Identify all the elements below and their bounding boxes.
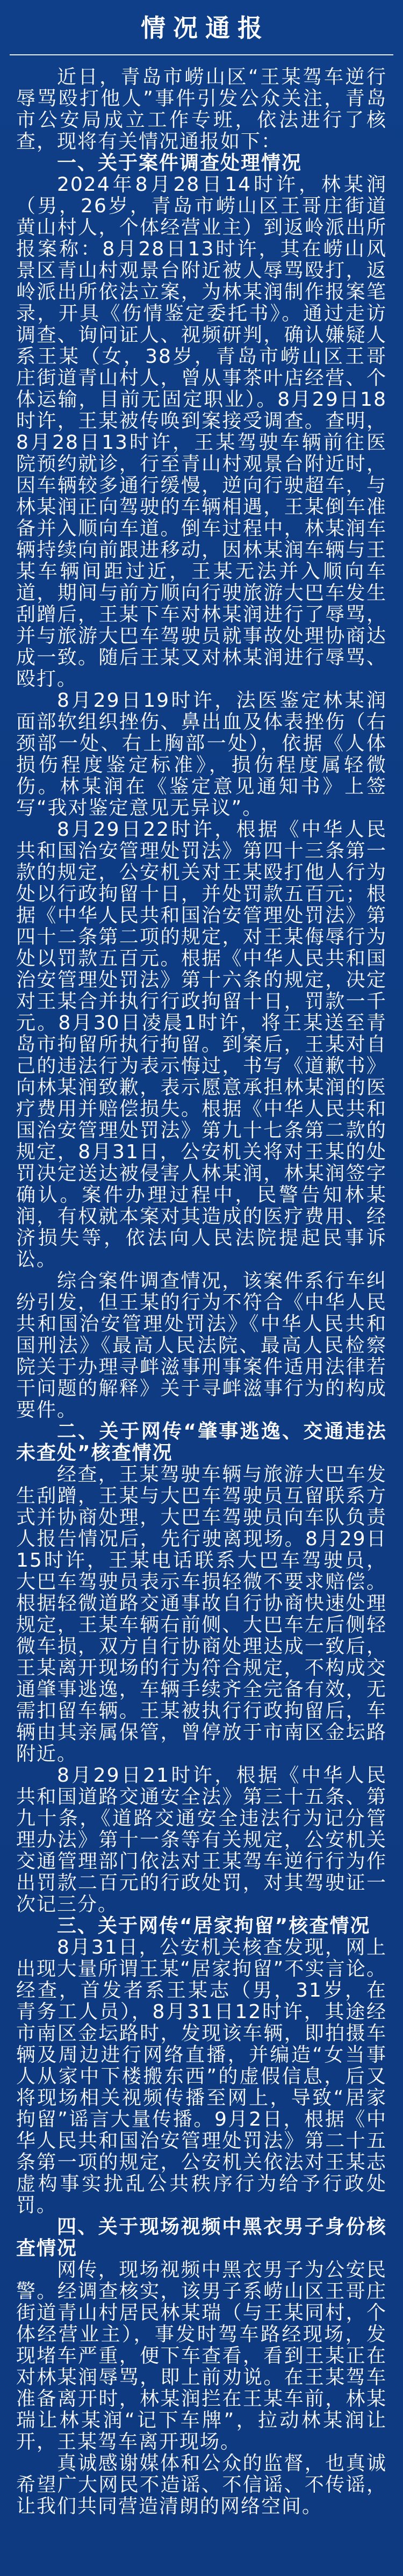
section-heading: 三、关于网传“居家拘留”核查情况 bbox=[57, 1915, 371, 1937]
closing-paragraph: 真诚感谢媒体和公众的监督，也真诚希望广大网民不造谣、不信谣、不传谣，让我们共同营造清朗的网络空间。 bbox=[16, 2452, 387, 2517]
body-paragraph: 2024年8月28日14时许，林某润（男，26岁，青岛市崂山区王哥庄街道黄山村人，个体经营业主）到返岭派出所报案称：8月28日13时许，其在崂山风景区青山村观景台附近被人辱骂殴打，返岭派出所依法立案，为林某润制作报案笔录，开具《伤情鉴定委托书》。通过走访调查、询问证人、视频研判，确认嫌疑人系王某（女，38岁，青岛市崂山区王哥庄街道青山村人，曾从事茶叶店经营、个体运输，目前无固定职业）。8月29日18时许，王某被传唤到案接受调查。查明，8月28日13时许，王某驾驶车辆前往医院预约就诊，行至青山村观景台附近时，因车辆较多通行缓慢，逆向行驶超车，与林某润正向驾驶的车辆相遇，王某倒车准备并入顺向车道。倒车过程中，林某润车辆持续向前跟进移动，因林某润车辆与王某车辆间距过近，王某无法并入顺向车道，期间与前方顺向行驶旅游大巴车发生刮蹭后，王某下车对林某润进行了辱骂，并与旅游大巴车驾驶员就事故处理协商达成一致。随后王某又对林某润进行辱骂、殴打。 bbox=[16, 174, 387, 690]
notice-body bbox=[16, 67, 387, 2517]
notice-title: 情况通报 bbox=[141, 13, 270, 42]
body-paragraph: 8月29日19时许，法医鉴定林某润面部软组织挫伤、鼻出血及体表挫伤（右颈部一处、右上胸部一处），依据《人体损伤程度鉴定标准》，损伤程度属轻微伤。林某润在《鉴定意见通知书》上签写“我对鉴定意见无异议”。 bbox=[16, 690, 387, 819]
body-paragraph: 8月29日21时许，根据《中华人民共和国道路交通安全法》第三十五条、第九十条，《道路交通安全违法行为记分管理办法》第十一条等有关规定，公安机关交通管理部门依法对王某驾车逆行行为作出罚款二百元的行政处罚，对其驾驶证一次记三分。 bbox=[16, 1764, 387, 1915]
section-man-in-black-identity bbox=[16, 2216, 387, 2453]
intro-paragraph: 近日，青岛市崂山区“王某驾车逆行辱骂殴打他人”事件引发公众关注，青岛市公安局成立工作专班，依法进行了核查，现将有关情况通报如下： bbox=[16, 66, 387, 153]
section-case-investigation bbox=[16, 153, 387, 1421]
body-paragraph: 经查，王某驾驶车辆与旅游大巴车发生刮蹭，王某与大巴车驾驶员互留联系方式并协商处理，大巴车驾驶员向车队负责人报告情况后，先行驶离现场。8月29日15时许，王某电话联系大巴车驾驶员，大巴车驾驶员表示车损轻微不要求赔偿。根据轻微道路交通事故自行协商快速处理规定，王某车辆右前侧、大巴车左后侧轻微车损，双方自行协商处理达成一致后，王某离开现场的行为符合规定，不构成交通肇事逃逸，车辆手续齐全完备有效，无需扣留车辆。王某被执行行政拘留后，车辆由其亲属保管，曾停放于市南区金坛路附近。 bbox=[16, 1463, 387, 1765]
section-heading: 二、关于网传“肇事逃逸、交通违法未查处”核查情况 bbox=[16, 1420, 387, 1464]
body-paragraph: 8月31日，公安机关核查发现，网上出现大量所谓王某“居家拘留”不实言论。经查，首发者系王某志（男，31岁，在青务工人员），8月31日12时许，其途经市南区金坛路时，发现该车辆，即拍摄车辆及周边进行网络直播，并编造“女当事人从家中下楼搬东西”的虚假信息，后又将现场相关视频传播至网上，导致“居家拘留”谣言大量传播。9月2日，根据《中华人民共和国治安管理处罚法》第二十五条第一项的规定，公安机关依法对王某志虚构事实扰乱公共秩序行为给予行政处罚。 bbox=[16, 1936, 387, 2216]
section-heading: 四、关于现场视频中黑衣男子身份核查情况 bbox=[16, 2216, 387, 2259]
body-paragraph: 网传，现场视频中黑衣男子为公安民警。经调查核实，该男子系崂山区王哥庄街道青山村居民林某瑞（与王某同村，个体经营业主），事发时驾车路经现场，发现堵车严重，便下车查看，看到王某正在对林某润辱骂，即上前劝说。在王某驾车准备离开时，林某润拦在王某车前，林某瑞让林某润“记下车牌”，拉动林某润让开，王某驾车离开现场。 bbox=[16, 2259, 387, 2453]
body-paragraph: 综合案件调查情况，该案件系行车纠纷引发，但王某的行为不符合《中华人民共和国治安管理处罚法》《中华人民共和国刑法》《最高人民法院、最高人民检察院关于办理寻衅滋事刑事案件适用法律若干问题的解释》关于寻衅滋事行为的构成要件。 bbox=[16, 1270, 387, 1421]
section-hit-and-run-rumor bbox=[16, 1421, 387, 1915]
section-home-detention-rumor bbox=[16, 1915, 387, 2216]
body-paragraph: 8月29日22时许，根据《中华人民共和国治安管理处罚法》第四十三条第一款的规定，公安机关对王某殴打他人行为处以行政拘留十日，并处罚款五百元；根据《中华人民共和国治安管理处罚法》第四十二条第二项的规定，对王某侮辱行为处以罚款五百元。根据《中华人民共和国治安管理处罚法》第十六条的规定，决定对王某合并执行行政拘留十日，罚款一千元。8月30日凌晨1时许，将王某送至青岛市拘留所执行拘留。到案后，王某对自己的违法行为表示悔过，书写《道歉书》向林某润致歉，表示愿意承担林某润的医疗费用并赔偿损失。根据《中华人民共和国治安管理处罚法》第九十七条第二款的规定，8月31日，公安机关将对王某的处罚决定送达被侵害人林某润，林某润签字确认。案件办理过程中，民警告知林某润，有权就本案对其造成的医疗费用、经济损失等，依法向人民法院提起民事诉讼。 bbox=[16, 819, 387, 1271]
title-divider bbox=[10, 54, 393, 55]
section-heading: 一、关于案件调查处理情况 bbox=[57, 152, 303, 174]
